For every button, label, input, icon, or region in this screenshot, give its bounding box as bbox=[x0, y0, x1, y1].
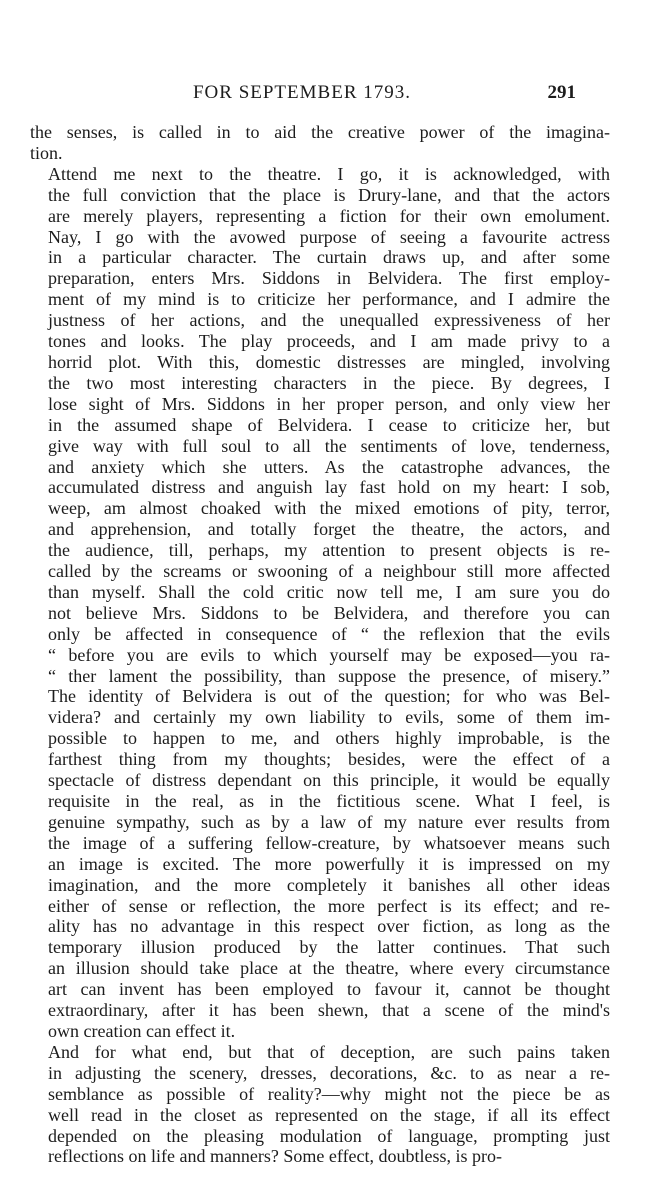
paragraph bbox=[30, 122, 610, 164]
text-line: ment of my mind is to criticize her performance, and I admire the bbox=[48, 289, 610, 310]
text-line: horrid plot. With this, domestic distresses are mingled, involving bbox=[48, 351, 610, 372]
text-line: the audience, till, perhaps, my attention to present objects is re- bbox=[48, 540, 610, 561]
text-line: called by the screams or swooning of a neighbour still more affected bbox=[48, 561, 610, 582]
text-line: in the assumed shape of Belvidera. I cease to criticize her, but bbox=[48, 414, 610, 435]
text-line: Nay, I go with the avowed purpose of seeing a favourite actress bbox=[48, 226, 610, 247]
text-line: own creation can effect it. bbox=[48, 1020, 236, 1041]
text-line: and apprehension, and totally forget the theatre, the actors, and bbox=[48, 519, 610, 540]
text-line: possible to happen to me, and others highly improbable, is the bbox=[48, 728, 610, 749]
text-line: tones and looks. The play proceeds, and I am made privy to a bbox=[48, 331, 610, 352]
text-line: art can invent has been employed to favour it, cannot be thought bbox=[48, 979, 610, 1000]
text-line: semblance as possible of reality?—why might not the piece be as bbox=[48, 1083, 610, 1104]
text-line: the senses, is called in to aid the creative power of the imagina- bbox=[30, 122, 610, 142]
text-line: in adjusting the scenery, dresses, decorations, &c. to as near a re- bbox=[48, 1062, 610, 1083]
text-line: reflections on life and manners? Some effect, doubtless, is pro- bbox=[48, 1146, 503, 1167]
paragraph bbox=[30, 164, 610, 1042]
text-line: genuine sympathy, such as by a law of my nature ever results from bbox=[48, 811, 610, 832]
text-line: ality has no advantage in this respect over fiction, as long as the bbox=[48, 916, 610, 937]
paragraph bbox=[30, 1042, 610, 1167]
text-line: an illusion should take place at the theatre, where every circumstance bbox=[48, 958, 610, 979]
text-line: spectacle of distress dependant on this principle, it would be equally bbox=[48, 770, 610, 791]
text-line: depended on the pleasing modulation of language, prompting just bbox=[48, 1125, 610, 1146]
text-line: an image is excited. The more powerfully it is impressed on my bbox=[48, 853, 610, 874]
running-title: FOR SEPTEMBER 1793. bbox=[192, 82, 411, 103]
text-line: And for what end, but that of deception, are such pains taken bbox=[48, 1041, 610, 1062]
text-line: extraordinary, after it has been shewn, that a scene of the mind's bbox=[48, 1000, 610, 1021]
page-number: 291 bbox=[547, 82, 576, 103]
text-line: Attend me next to the theatre. I go, it is acknowledged, with bbox=[48, 163, 610, 184]
article-body bbox=[30, 122, 610, 1167]
text-line: give way with full soul to all the sentiments of love, tenderness, bbox=[48, 435, 610, 456]
text-line: imagination, and the more completely it banishes all other ideas bbox=[48, 874, 610, 895]
text-line: temporary illusion produced by the latter continues. That such bbox=[48, 937, 610, 958]
text-line: are merely players, representing a fiction for their own emolument. bbox=[48, 205, 610, 226]
text-line: not believe Mrs. Siddons to be Belvidera, and therefore you can bbox=[48, 602, 610, 623]
text-line: The identity of Belvidera is out of the question; for who was Bel- bbox=[48, 686, 610, 707]
text-line: requisite in the real, as in the fictitious scene. What I feel, is bbox=[48, 791, 610, 811]
text-line: weep, am almost choaked with the mixed emotions of pity, terror, bbox=[48, 498, 610, 519]
text-line: videra? and certainly my own liability to evils, some of them im- bbox=[48, 707, 610, 728]
text-line: accumulated distress and anguish lay fast hold on my heart: I sob, bbox=[48, 477, 610, 498]
text-line: the two most interesting characters in the piece. By degrees, I bbox=[48, 372, 610, 393]
text-line: in a particular character. The curtain draws up, and after some bbox=[48, 247, 610, 268]
text-line: justness of her actions, and the unequalled expressiveness of her bbox=[48, 310, 610, 331]
text-line: preparation, enters Mrs. Siddons in Belvidera. The first employ- bbox=[48, 268, 610, 289]
text-line: well read in the closet as represented on the stage, if all its effect bbox=[48, 1104, 610, 1125]
text-line: and anxiety which she utters. As the catastrophe advances, the bbox=[48, 456, 610, 477]
text-line: “ ther lament the possibility, than suppose the presence, of misery.” bbox=[48, 665, 610, 686]
text-line: only be affected in consequence of “ the reflexion that the evils bbox=[48, 623, 610, 644]
text-line: the full conviction that the place is Drury-lane, and that the actors bbox=[48, 184, 610, 205]
text-line: the image of a suffering fellow-creature, by whatsoever means such bbox=[48, 832, 610, 853]
text-line: farthest thing from my thoughts; besides, were the effect of a bbox=[48, 749, 610, 770]
text-line: than myself. Shall the cold critic now tell me, I am sure you do bbox=[48, 581, 610, 602]
text-line: either of sense or reflection, the more perfect is its effect; and re- bbox=[48, 895, 610, 916]
text-line: lose sight of Mrs. Siddons in her proper person, and only view her bbox=[48, 393, 610, 414]
text-line: tion. bbox=[30, 142, 63, 163]
text-line: “ before you are evils to which yourself may be exposed—you ra- bbox=[48, 644, 610, 665]
page-header bbox=[0, 82, 672, 112]
